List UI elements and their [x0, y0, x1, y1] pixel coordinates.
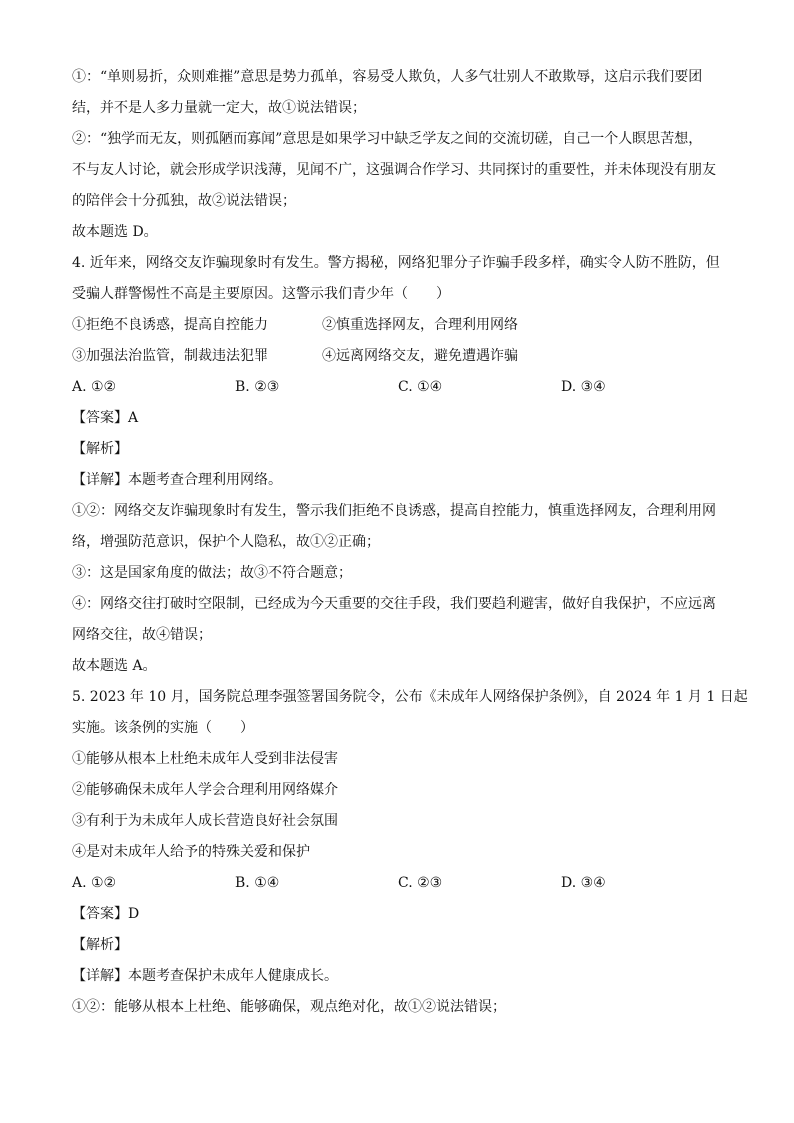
- text-line: 结，并不是人多力量就一定大，故①说法错误；: [72, 100, 366, 116]
- text-line: 不与友人讨论，就会形成学识浅薄，见闻不广，这强调合作学习、共同探讨的重要性，并未体现没有朋友: [72, 162, 716, 178]
- choice-c: C. ①④: [398, 379, 443, 395]
- question-5: [72, 682, 748, 1023]
- prev-explanation-1: [72, 62, 727, 124]
- choice-row: [72, 372, 727, 403]
- statement-2: ②慎重选择网友，合理利用网络: [322, 317, 518, 333]
- text-line: ④：网络交往打破时空限制，已经成为今天重要的交往手段，我们要趋利避害，做好自我保护，不应远离: [72, 596, 716, 612]
- conclusion: 故本题选 A。: [72, 658, 157, 674]
- text-line: ①：“单则易折，众则难摧”意思是势力孤单，容易受人欺负，人多气壮别人不敢欺辱，这启示我们要团: [72, 69, 703, 85]
- choice-d: D. ③④: [561, 379, 606, 395]
- text-line: ①②：能够从根本上杜绝、能够确保，观点绝对化，故①②说法错误；: [72, 999, 506, 1015]
- text-line: 网络交往，故④错误；: [72, 627, 212, 643]
- text-line: 络，增强防范意识，保护个人隐私，故①②正确；: [72, 534, 380, 550]
- statement-row: [72, 341, 727, 372]
- answer-label: 【答案】A: [72, 410, 139, 426]
- statement-3: ③加强法治监管，制裁违法犯罪: [72, 348, 268, 364]
- choice-a: A. ①②: [72, 875, 117, 891]
- text-line: 的陪伴会十分孤独，故②说法错误；: [72, 193, 296, 209]
- text-line: ③：这是国家角度的做法；故③不符合题意；: [72, 565, 352, 581]
- question-stem: 4. 近年来，网络交友诈骗现象时有发生。警方揭秘，网络犯罪分子诈骗手段多样，确实令人防不胜防，但: [72, 255, 720, 271]
- statement-row: [72, 310, 727, 341]
- text-line: ①②：网络交友诈骗现象时有发生，警示我们拒绝不良诱惑，提高自控能力，慎重选择网友，合理利用网: [72, 503, 716, 519]
- statement-1: ①能够从根本上杜绝未成年人受到非法侵害: [72, 751, 338, 767]
- question-4: [72, 248, 727, 682]
- detail-label: 【详解】本题考查保护未成年人健康成长。: [72, 968, 338, 984]
- choice-a: A. ①②: [72, 379, 117, 395]
- statement-2: ②能够确保未成年人学会合理利用网络媒介: [72, 782, 338, 798]
- text-line: ②：“独学而无友，则孤陋而寡闻”意思是如果学习中缺乏学友之间的交流切磋，自己一个人瞑思苦想，: [72, 131, 703, 147]
- choice-b: B. ②③: [235, 379, 280, 395]
- prev-conclusion: 故本题选 D。: [72, 224, 158, 240]
- statement-4: ④远离网络交友，避免遭遇诈骗: [322, 348, 518, 364]
- prev-explanation-2: [72, 124, 727, 217]
- question-stem: 实施。该条例的实施（ ）: [72, 720, 254, 736]
- question-stem: 受骗人群警惕性不高是主要原因。这警示我们青少年（ ）: [72, 286, 450, 302]
- statement-4: ④是对未成年人给予的特殊关爱和保护: [72, 844, 310, 860]
- statement-1: ①拒绝不良诱惑，提高自控能力: [72, 317, 268, 333]
- analysis-label: 【解析】: [72, 441, 128, 457]
- answer-label: 【答案】D: [72, 906, 140, 922]
- choice-d: D. ③④: [561, 875, 606, 891]
- choice-b: B. ①④: [235, 875, 280, 891]
- analysis-label: 【解析】: [72, 937, 128, 953]
- document-page: [72, 62, 748, 1023]
- choice-c: C. ②③: [398, 875, 443, 891]
- statement-3: ③有利于为未成年人成长营造良好社会氛围: [72, 813, 338, 829]
- choice-row: [72, 868, 727, 899]
- detail-label: 【详解】本题考查合理利用网络。: [72, 472, 282, 488]
- question-stem: 5. 2023 年 10 月，国务院总理李强签署国务院令，公布《未成年人网络保护条例》，自 2024 年 1 月 1 日起: [72, 689, 748, 705]
